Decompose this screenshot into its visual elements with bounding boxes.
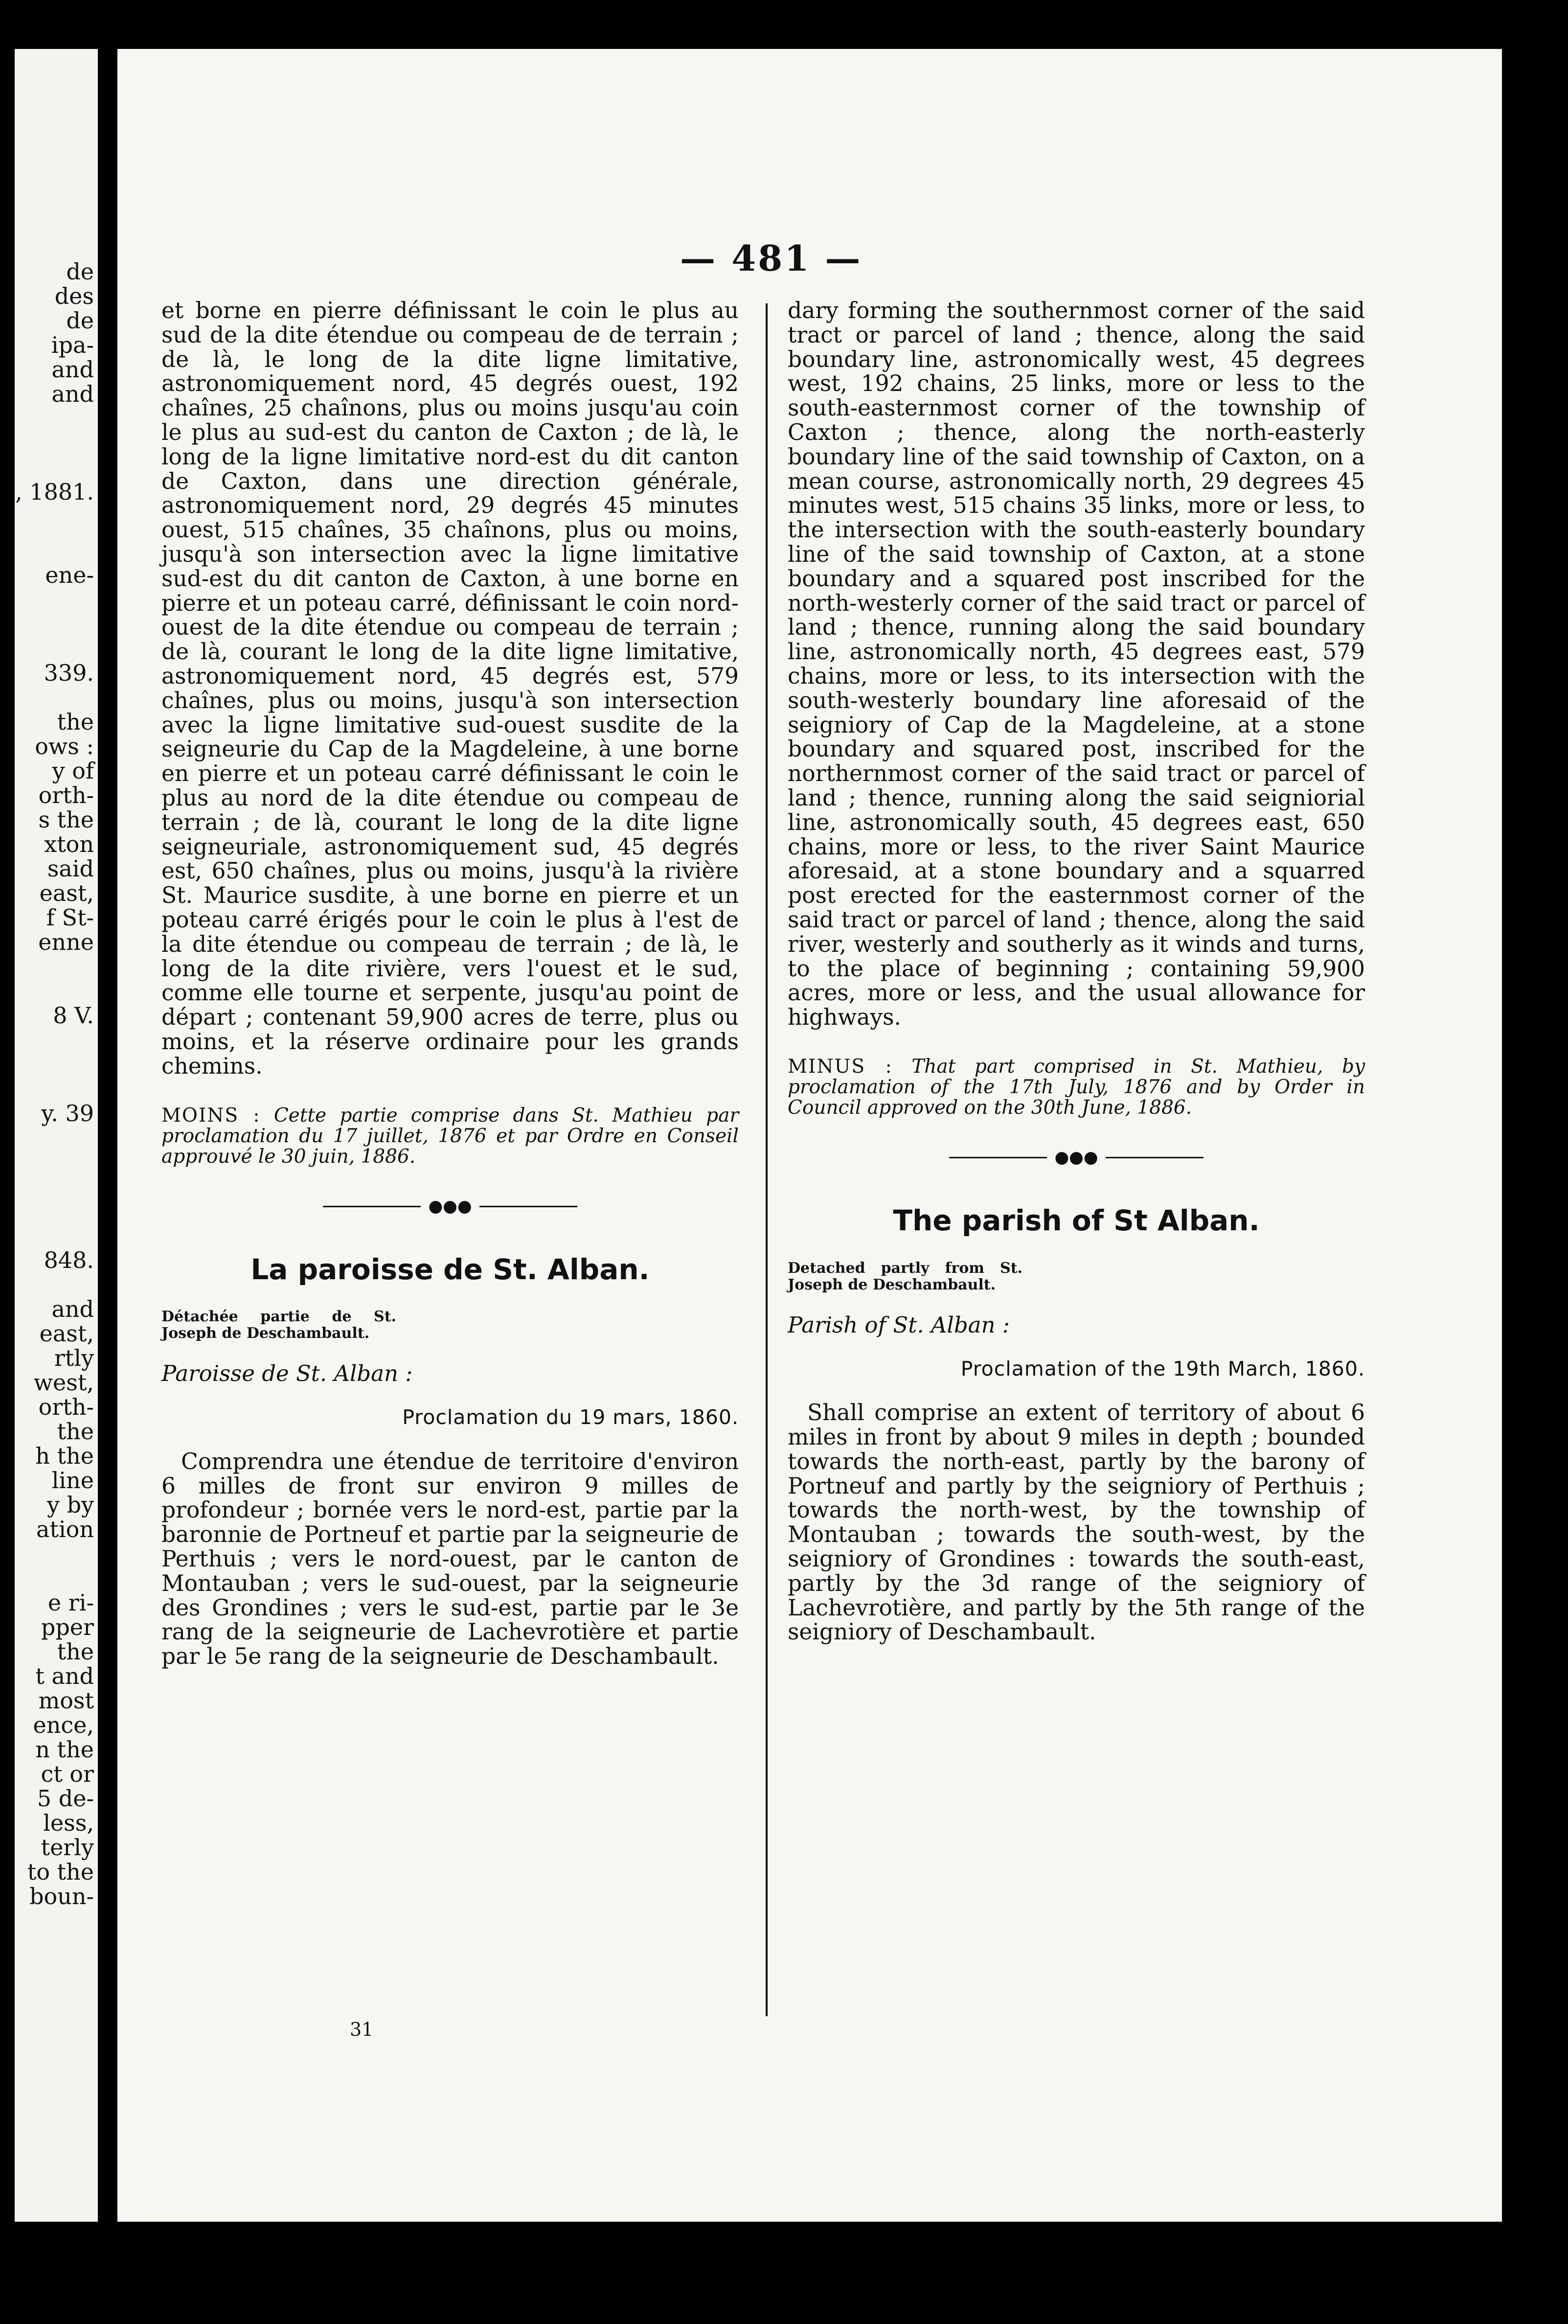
adjacent-page-fragment: most (38, 1687, 94, 1714)
adjacent-page-fragment: orth- (38, 782, 94, 808)
english-boundary-paragraph: dary forming the southernmost corner of the said tract or parcel of land ; thence, along the said boundary line, astronomically west, 45 degrees west, 192 chains, 25 links, more or less to the south-easternmost corner of the township of Caxton ; thence, along the north-easterly boundary line of the said township of Caxton, on a mean course, astronomically north, 29 degrees 45 minutes west, 515 chains 35 links, more or less, to the intersection with the south-easterly boundary line of the said township of Caxton, at a stone boundary and a squared post inscribed for the north-westerly corner of the said tract or parcel of land ; thence, running along the said boundary line, astronomically north, 45 degrees east, 579 chains, more or less, to its intersection with the south-westerly boundary line aforesaid of the seigniory of Cap de la Magdeleine, at a stone boundary and squared post, inscribed for the northernmost corner of the said tract or parcel of land ; thence, running along the said seigniorial line, astronomically south, 45 degrees east, 650 chains, more or less, to the river Saint Maurice aforesaid, at a stone boundary and a squarred post erected for the easternmost corner of the said tract or parcel of land ; thence, along the said river, westerly and southerly as it winds and turns, to the place of beginning ; containing 59,900 acres, more or less, and the usual allowance for highways. (788, 298, 1365, 1031)
english-proclamation-date: Proclamation of the 19th March, 1860. (960, 1357, 1365, 1381)
adjacent-page-fragment: 8 V. (53, 1002, 94, 1029)
english-minus-lead: MINUS : (788, 1055, 893, 1078)
french-boundary-paragraph: et borne en pierre définissant le coin le plus au sud de la dite étendue ou compeau de de terrain ; de là, le long de la dite ligne limitative, astronomiquement nord, 45 degrés ouest, 192 chaînes, 25 chaînons, plus ou moins jusqu'au coin le plus au sud-est du canton de Caxton ; de là, le long de la ligne limitative nord-est du dit canton de Caxton, dans une direction générale, astronomiquement nord, 29 degrés 45 minutes ouest, 515 chaînes, 35 chaînons, plus ou moins, jusqu'à son intersection avec la ligne limitative sud-est du dit canton de Caxton, à une borne en pierre et un poteau carré, définissant le coin nord-ouest de la dite étendue ou compeau de terrain ; de là, courant le long de la dite ligne limitative, astronomiquement nord, 45 degrés est, 579 chaînes, plus ou moins, jusqu'à son intersection avec la ligne limitative sud-ouest susdite de la seigneurie du Cap de la Magdeleine, à une borne en pierre et un poteau carré définissant le coin le plus au nord de la dite étendue ou compeau de terrain ; de là, courant le long de la dite ligne seigneuriale, astronomiquement sud, 45 degrés est, 650 chaînes, plus ou moins, jusqu'à la rivière St. Maurice susdite, à une borne en pierre et un poteau carré érigés pour le coin le plus à l'est de la dite étendue ou compeau de terrain ; de là, le long de la dite rivière, vers l'ouest et le sud, comme elle tourne et serpente, jusqu'au point de départ ; contenant 59,900 acres de terre, plus ou moins, et la réserve ordinaire pour les grands chemins. (161, 298, 739, 1079)
adjacent-page-fragment: less, (43, 1810, 94, 1836)
adjacent-page-fragment: s the (38, 806, 94, 833)
adjacent-page-fragment: ence, (33, 1712, 94, 1738)
adjacent-page-fragment: y. 39 (41, 1100, 94, 1127)
french-parish-heading: La paroisse de St. Alban. (250, 1252, 650, 1286)
adjacent-page-fragment: enne (38, 929, 94, 955)
adjacent-page-fragment: xton (44, 831, 94, 857)
adjacent-page-fragment: 339. (44, 660, 94, 686)
english-minus-note (788, 1057, 1365, 1118)
adjacent-page-fragment: y by (46, 1492, 94, 1518)
french-parish-description: Comprendra une étendue de territoire d'environ 6 milles de front sur environ 9 milles de profondeur ; bornée vers le nord-est, partie par la baronnie de Portneuf et partie par la seigneurie de Perthuis ; vers le nord-ouest, par le canton de Montauban ; vers le sud-ouest, par la seigneurie des Grondines ; vers le sud-est, partie par le 3e rang de la seigneurie de Lachevrotière et partie par le 5e rang de la seigneurie de Deschambault. (161, 1448, 739, 1670)
column-divider (766, 303, 768, 2016)
adjacent-page-fragment: n the (35, 1736, 94, 1763)
adjacent-page-fragment: t and (35, 1663, 94, 1689)
adjacent-page-fragment: y of (52, 758, 94, 784)
adjacent-page-strip (15, 49, 98, 2222)
adjacent-page-fragment: ows : (35, 733, 94, 759)
english-parish-description: Shall comprise an extent of territory of about 6 miles in front by about 9 miles in depth ; bounded towards the north-east, partly by the barony of Portneuf and partly by the seigniory of Perthuis ; towards the north-west, by the township of Montauban ; towards the south-west, by the seigniory of Grondines : towards the south-east, partly by the 3d range of the seigniory of Lachevrotière, and partly by the 5th range of the seigniory of Deschambault. (788, 1400, 1365, 1645)
adjacent-page-fragment: , 1881. (15, 479, 94, 505)
adjacent-page-fragment: ct or (41, 1761, 94, 1787)
french-parish-label: Paroisse de St. Alban : (161, 1360, 413, 1387)
adjacent-page-fragment: 5 de- (37, 1785, 94, 1812)
adjacent-page-fragment: east, (39, 880, 94, 906)
adjacent-page-fragment: and (51, 381, 94, 407)
adjacent-page-fragment: 848. (44, 1247, 94, 1273)
english-detached-note: Detached partly from St. Joseph de Deschambault. (788, 1259, 1023, 1293)
adjacent-page-fragment: de (66, 258, 94, 285)
document-page (117, 49, 1502, 2222)
adjacent-page-fragment: e ri- (47, 1589, 94, 1616)
adjacent-page-fragment: pper (41, 1614, 94, 1640)
page-number: — 481 — (680, 237, 863, 279)
adjacent-page-fragment: said (47, 855, 94, 882)
folio-number: 31 (350, 2019, 374, 2040)
adjacent-page-fragment: line (51, 1467, 94, 1494)
adjacent-page-fragment: and (51, 356, 94, 383)
adjacent-page-fragment: east, (39, 1320, 94, 1347)
adjacent-page-fragment: the (57, 709, 94, 735)
adjacent-page-fragment: and (51, 1296, 94, 1322)
french-minus-lead: MOINS : (161, 1104, 261, 1127)
adjacent-page-fragment: des (54, 283, 94, 309)
french-proclamation-date: Proclamation du 19 mars, 1860. (402, 1405, 739, 1429)
adjacent-page-fragment: ene- (45, 562, 94, 588)
adjacent-page-fragment: de (66, 307, 94, 334)
french-column (161, 299, 739, 1669)
adjacent-page-fragment: terly (41, 1834, 94, 1861)
adjacent-page-fragment: orth- (38, 1394, 94, 1420)
adjacent-page-fragment: boun- (29, 1883, 94, 1910)
ornament-divider: ●●● (949, 1148, 1204, 1167)
french-minus-text: Cette partie comprise dans St. Mathieu par proclamation du 17 juillet, 1876 et par Ordre en Conseil approuvé le 30 juin, 1886. (161, 1104, 739, 1168)
english-minus-text: That part comprised in St. Mathieu, by proclamation of the 17th July, 1876 and by Order in Council approved on the 30th June, 1886. (788, 1055, 1365, 1119)
adjacent-page-fragment: the (57, 1638, 94, 1665)
adjacent-page-fragment: h the (35, 1443, 94, 1469)
english-parish-heading: The parish of St Alban. (893, 1203, 1260, 1237)
adjacent-page-fragment: ation (36, 1516, 94, 1542)
adjacent-page-fragment: the (57, 1418, 94, 1445)
ornament-divider: ●●● (323, 1197, 577, 1216)
english-parish-label: Parish of St. Alban : (788, 1312, 1010, 1338)
adjacent-page-fragment: to the (27, 1859, 94, 1885)
french-detached-note: Détachée partie de St. Joseph de Deschambault. (161, 1308, 396, 1342)
adjacent-page-fragment: west, (33, 1369, 94, 1396)
english-column (788, 299, 1365, 1644)
adjacent-page-fragment: rtly (54, 1345, 94, 1371)
french-minus-note (161, 1105, 739, 1167)
adjacent-page-fragment: f St- (46, 904, 94, 931)
adjacent-page-fragment: ipa- (51, 332, 94, 358)
